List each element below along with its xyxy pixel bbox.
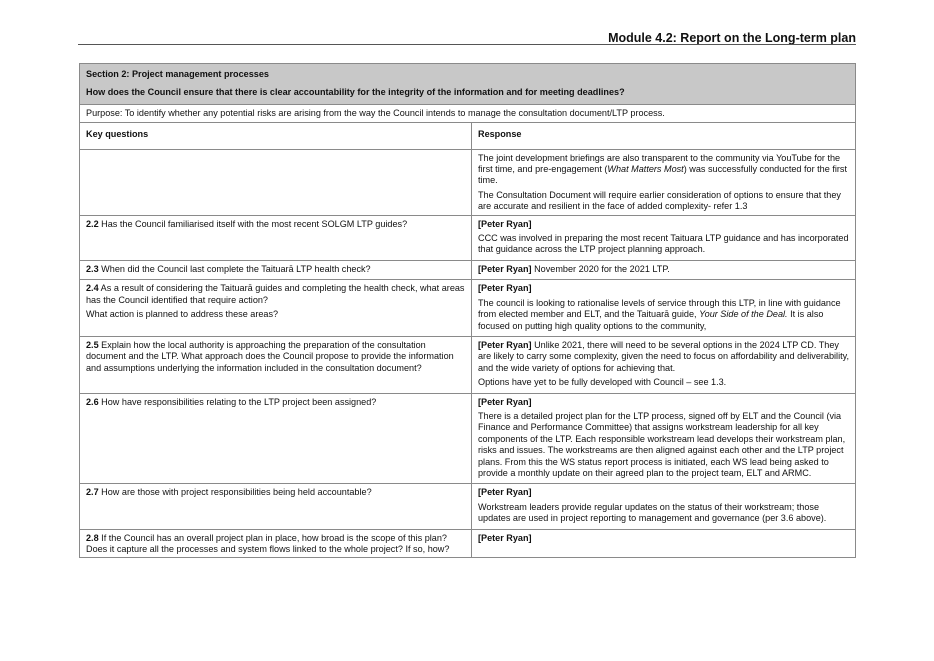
response-paragraph	[478, 153, 849, 187]
table-row	[80, 484, 856, 529]
question-number: 2.8	[86, 532, 99, 543]
response-text: Workstream leaders provide regular updates on the status of their workstream; those updates are used in project reporting to management and governance (per 3.6 above).	[478, 501, 827, 524]
response-cell	[472, 336, 856, 393]
section-header-cell	[80, 64, 856, 105]
section-title: Section 2: Project management processes	[86, 69, 269, 79]
column-header-response: Response	[472, 123, 856, 149]
question-text	[86, 340, 465, 374]
page-header-title: Module 4.2: Report on the Long-term plan	[608, 31, 856, 45]
question-cell	[80, 280, 472, 337]
question-body: Has the Council familiarised itself with the most recent SOLGM LTP guides?	[98, 218, 408, 229]
text-run: The council is looking to rationalise levels of service through this LTP, in line with guidance from elected member and ELT, and the Taituarā guide,	[478, 297, 841, 320]
question-body: How are those with project responsibilities being held accountable?	[98, 487, 372, 498]
respondent-name: [Peter Ryan]	[478, 532, 532, 543]
question-number: 2.2	[86, 218, 99, 229]
question-cell	[80, 260, 472, 279]
respondent-name: [Peter Ryan]	[478, 218, 532, 229]
response-body: Unlike 2021, there will need to be several options in the 2024 LTP CD. They are likely to carry some complexity, given the need to focus on affordability and deliverability, and the wide variety of options for achieving that.	[478, 339, 850, 373]
purpose-text: Purpose: To identify whether any potential risks are arising from the way the Council intends to manage the consultation document/LTP process.	[80, 104, 856, 122]
response-text: CCC was involved in preparing the most recent Taituara LTP guidance and has incorporated that guidance across the LTP project planning approach.	[478, 233, 849, 255]
response-text: There is a detailed project plan for the LTP process, signed off by ELT and the Council (via Finance and Performance Committee) that assigns workstream leadership for all key components of the LTP. Each responsible workstream lead develops their workstream plan, risks and issues. The workstreams are then aligned against each other and the LTP project plans. From this the WS status report process is initiated, each WS lead being asked to provide a monthly update on their agreed plan to the project team, ELT and ARMC.	[478, 410, 846, 478]
respondent-name: [Peter Ryan]	[478, 487, 532, 498]
question-text	[86, 487, 465, 498]
text-run: The joint development briefings are also transparent to the community via YouTube for the first time, and pre-engagement (	[478, 152, 841, 175]
question-text	[86, 264, 465, 275]
question-cell	[80, 529, 472, 558]
table-row	[80, 149, 856, 215]
section-question: How does the Council ensure that there is clear accountability for the integrity of the information and for meeting deadlines?	[86, 87, 625, 98]
table-row	[80, 529, 856, 558]
response-cell	[472, 529, 856, 558]
response-paragraph: The Consultation Document will require earlier consideration of options to ensure that they are accurate and resilient in the face of added complexity- refer 1.3	[478, 189, 841, 212]
question-number: 2.3	[86, 263, 99, 274]
table-row	[80, 336, 856, 393]
response-text	[478, 264, 849, 275]
table-row	[80, 280, 856, 337]
table-row	[80, 393, 856, 484]
section-header-row	[80, 64, 856, 105]
question-cell	[80, 336, 472, 393]
respondent-name: [Peter Ryan]	[478, 263, 532, 274]
question-text	[86, 283, 465, 306]
question-cell	[80, 393, 472, 484]
question-body: How have responsibilities relating to the LTP project been assigned?	[98, 396, 377, 407]
column-header-questions: Key questions	[80, 123, 472, 149]
question-number: 2.4	[86, 283, 99, 294]
question-number: 2.7	[86, 487, 99, 498]
table-row	[80, 215, 856, 260]
column-header-row	[80, 123, 856, 149]
question-number: 2.6	[86, 396, 99, 407]
response-cell	[472, 393, 856, 484]
text-run: ) was successfully conducted for the first time.	[478, 164, 847, 186]
response-cell	[472, 280, 856, 337]
question-cell	[80, 484, 472, 529]
question-body: When did the Council last complete the Taituarā LTP health check?	[98, 263, 371, 274]
text-run: It is also focused on putting high quality options to the community,	[478, 309, 824, 331]
response-body: November 2020 for the 2021 LTP.	[531, 263, 670, 274]
emphasis-text: Your Side of the Deal.	[699, 309, 788, 320]
respondent-name: [Peter Ryan]	[478, 339, 532, 350]
respondent-name: [Peter Ryan]	[478, 283, 532, 294]
question-cell	[80, 149, 472, 215]
response-text-followup: Options have yet to be fully developed with Council – see 1.3.	[478, 377, 727, 388]
response-cell	[472, 260, 856, 279]
question-cell	[80, 215, 472, 260]
question-body: If the Council has an overall project plan in place, how broad is the scope of this plan? Does it capture all the processes and system flows linked to the whole project? If so, how?	[86, 532, 450, 554]
question-text-followup: What action is planned to address these areas?	[86, 309, 279, 320]
response-cell	[472, 149, 856, 215]
header-divider	[78, 44, 856, 45]
question-body: As a result of considering the Taituarā guides and completing the health check, what areas has the Council identified that require action?	[86, 283, 465, 305]
question-text	[86, 219, 465, 230]
question-body: Explain how the local authority is approaching the preparation of the consultation document and the LTP. What approach does the Council propose to provide the information and assumptions underlying the information included in the consultation document?	[86, 339, 454, 373]
response-text	[478, 340, 849, 374]
section-2-table	[79, 63, 856, 558]
respondent-name: [Peter Ryan]	[478, 396, 532, 407]
question-text	[86, 397, 465, 408]
question-number: 2.5	[86, 339, 99, 350]
purpose-row	[80, 104, 856, 122]
response-cell	[472, 484, 856, 529]
response-text	[478, 298, 849, 332]
table-row	[80, 260, 856, 279]
emphasis-text: What Matters Most	[607, 164, 684, 175]
question-text	[86, 533, 465, 556]
response-cell	[472, 215, 856, 260]
